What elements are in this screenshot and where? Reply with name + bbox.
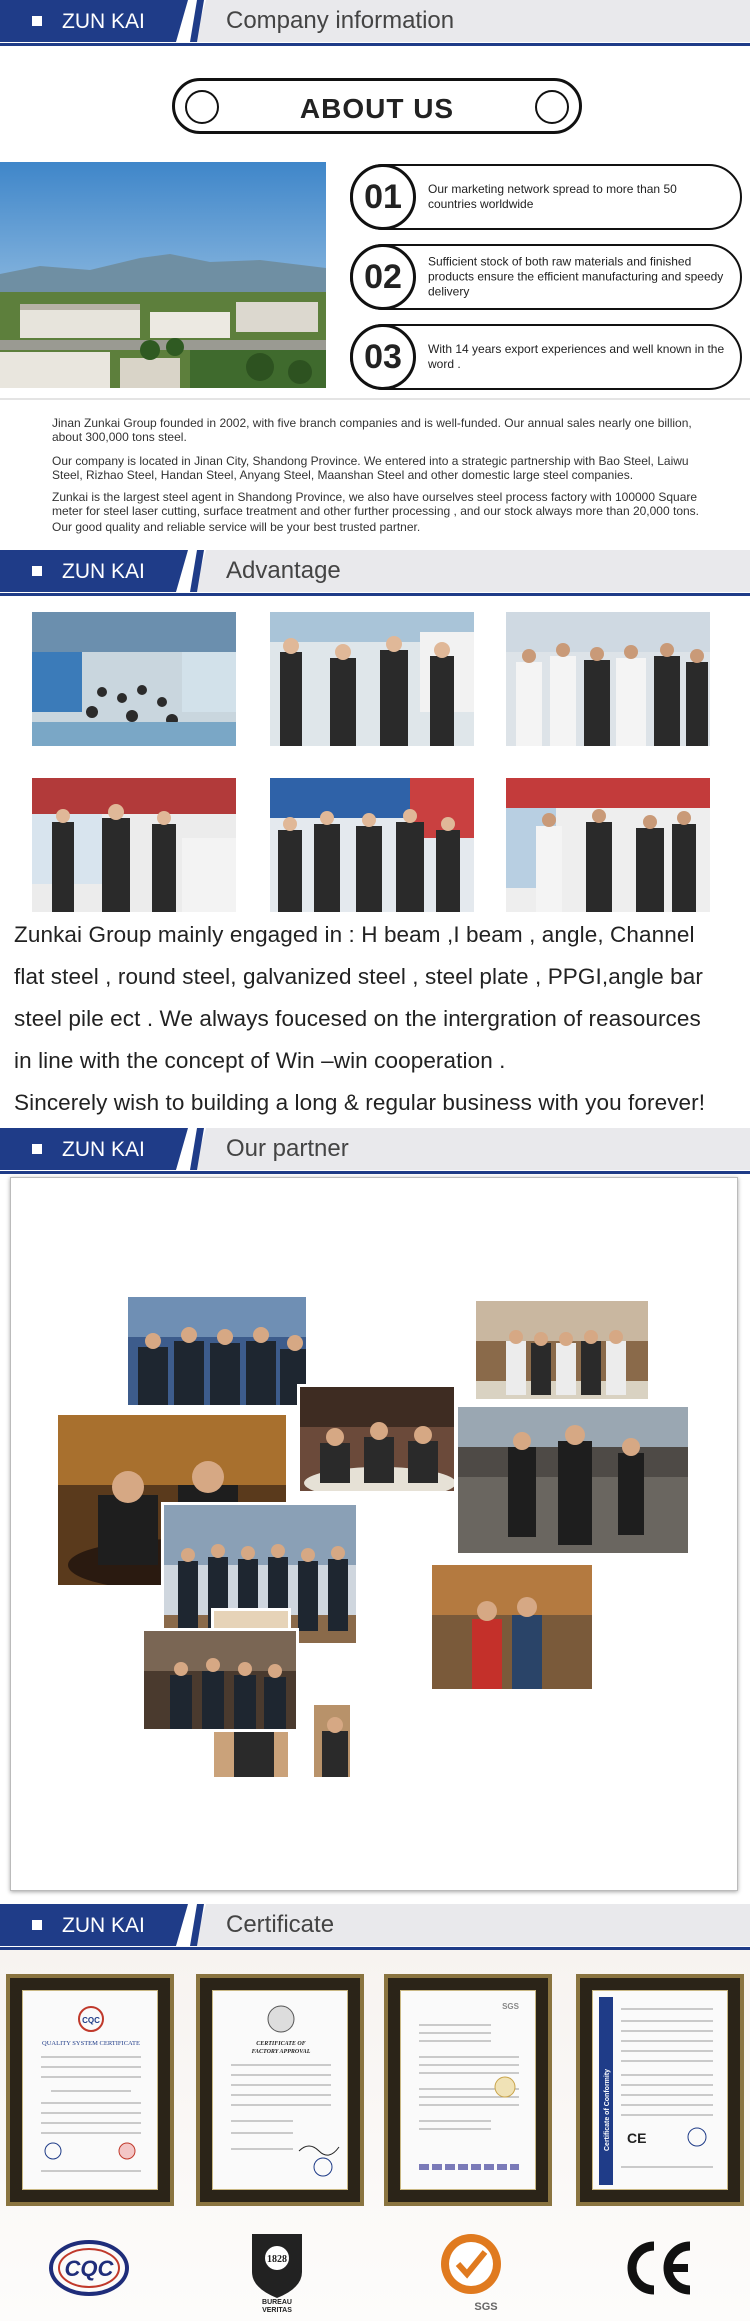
exhibition-photo	[32, 612, 236, 746]
brand-name: ZUN KAI	[62, 560, 145, 583]
svg-text:SGS: SGS	[502, 2002, 519, 2011]
brand-name: ZUN KAI	[62, 1138, 145, 1161]
feature-number: 01	[350, 164, 416, 230]
company-paragraph: Jinan Zunkai Group founded in 2002, with five branch companies and is well-funded. Our annual sales nearly one billion, about 300,000 tons steel.	[52, 416, 692, 444]
section-title: Certificate	[226, 1911, 335, 1938]
square-icon	[32, 1920, 42, 1930]
cqc-logo	[48, 2228, 130, 2308]
advantage-text: flat steel , round steel, galvanized steel , steel plate , PPGI,angle bar	[14, 964, 703, 989]
exhibition-photo	[506, 778, 710, 912]
about-us-heading: ABOUT US	[172, 78, 582, 134]
partner-collage	[10, 1177, 738, 1891]
cqc-logo-text: CQC	[64, 2256, 114, 2281]
section-header-company	[0, 0, 750, 42]
brand-name: ZUN KAI	[62, 1914, 145, 1937]
feature-text: With 14 years export experiences and well known in the word .	[428, 342, 725, 371]
exhibition-photo	[506, 612, 710, 746]
advantage-text: in line with the concept of Win –win cooperation .	[14, 1048, 506, 1073]
square-icon	[32, 16, 42, 26]
exhibition-photo	[270, 612, 474, 746]
svg-text:SGS: SGS	[474, 2301, 498, 2312]
advantage-text: steel pile ect . We always foucesed on the intergration of reasources	[14, 1006, 701, 1031]
partner-photo	[473, 1298, 651, 1402]
partner-photo	[125, 1294, 309, 1408]
certificate-factory-approval	[196, 1974, 364, 2206]
company-paragraph: Our good quality and reliable service will be your best trusted partner.	[52, 520, 421, 534]
svg-text:Certificate of Conformity: Certificate of Conformity	[604, 2068, 611, 2151]
bureau-veritas-logo	[242, 2228, 312, 2312]
company-paragraph: Our company is located in Jinan City, Shandong Province. We entered into a strategic partnership with Bao Steel, Laiwu Steel, Rizhao Steel, Handan Steel, Anyang Steel, Maanshan Steel and other domestic large steel companies.	[52, 454, 689, 482]
square-icon	[32, 566, 42, 576]
svg-text:BUREAU: BUREAU	[262, 2299, 292, 2306]
feature-item	[350, 244, 742, 310]
section-title: Our partner	[226, 1135, 349, 1162]
ce-logo	[622, 2228, 696, 2308]
brand-name: ZUN KAI	[62, 10, 145, 33]
section-title: Company information	[226, 7, 455, 34]
feature-text: Sufficient stock of both raw materials and finished products ensure the efficient manufacturing and speedy delivery	[428, 254, 724, 299]
company-paragraph: Zunkai is the largest steel agent in Shandong Province, we also have ourselves steel process factory with 100000 Square meter for steel laser cutting, surface treatment and other further processing , and our stock always more than 20,000 tons.	[52, 490, 699, 518]
feature-number: 02	[350, 244, 416, 310]
feature-item	[350, 164, 742, 230]
section-header-partner	[0, 1128, 750, 1170]
certificate-quality-system	[6, 1974, 174, 2206]
certificate-sgs	[384, 1974, 552, 2206]
certificate-conformity	[576, 1974, 744, 2206]
factory-aerial-photo	[0, 162, 326, 388]
svg-text:CQC: CQC	[82, 2016, 100, 2025]
feature-number: 03	[350, 324, 416, 390]
cert-title: QUALITY SYSTEM CERTIFICATE	[42, 2040, 140, 2047]
svg-text:CE: CE	[627, 2130, 647, 2146]
section-header-advantage	[0, 550, 750, 592]
svg-text:FACTORY APPROVAL: FACTORY APPROVAL	[251, 2049, 311, 2055]
svg-text:CERTIFICATE OF: CERTIFICATE OF	[256, 2041, 306, 2047]
partner-photo	[297, 1384, 457, 1494]
feature-item	[350, 324, 742, 390]
section-title: Advantage	[226, 557, 341, 584]
feature-text: Our marketing network spread to more than 50 countries worldwide	[428, 182, 677, 211]
section-header-certificate	[0, 1904, 750, 1946]
svg-text:1828: 1828	[267, 2254, 287, 2265]
partner-photo	[429, 1562, 595, 1692]
exhibition-photo	[270, 778, 474, 912]
partner-photo	[455, 1404, 691, 1556]
sgs-logo	[434, 2228, 508, 2312]
advantage-text: Zunkai Group mainly engaged in : H beam ,I beam , angle, Channel	[14, 922, 695, 947]
advantage-text: Sincerely wish to building a long & regular business with you forever!	[14, 1090, 706, 1115]
partner-photo	[141, 1628, 299, 1732]
exhibition-photo	[32, 778, 236, 912]
partner-photo	[311, 1702, 353, 1780]
square-icon	[32, 1144, 42, 1154]
svg-text:VERITAS: VERITAS	[262, 2307, 292, 2312]
